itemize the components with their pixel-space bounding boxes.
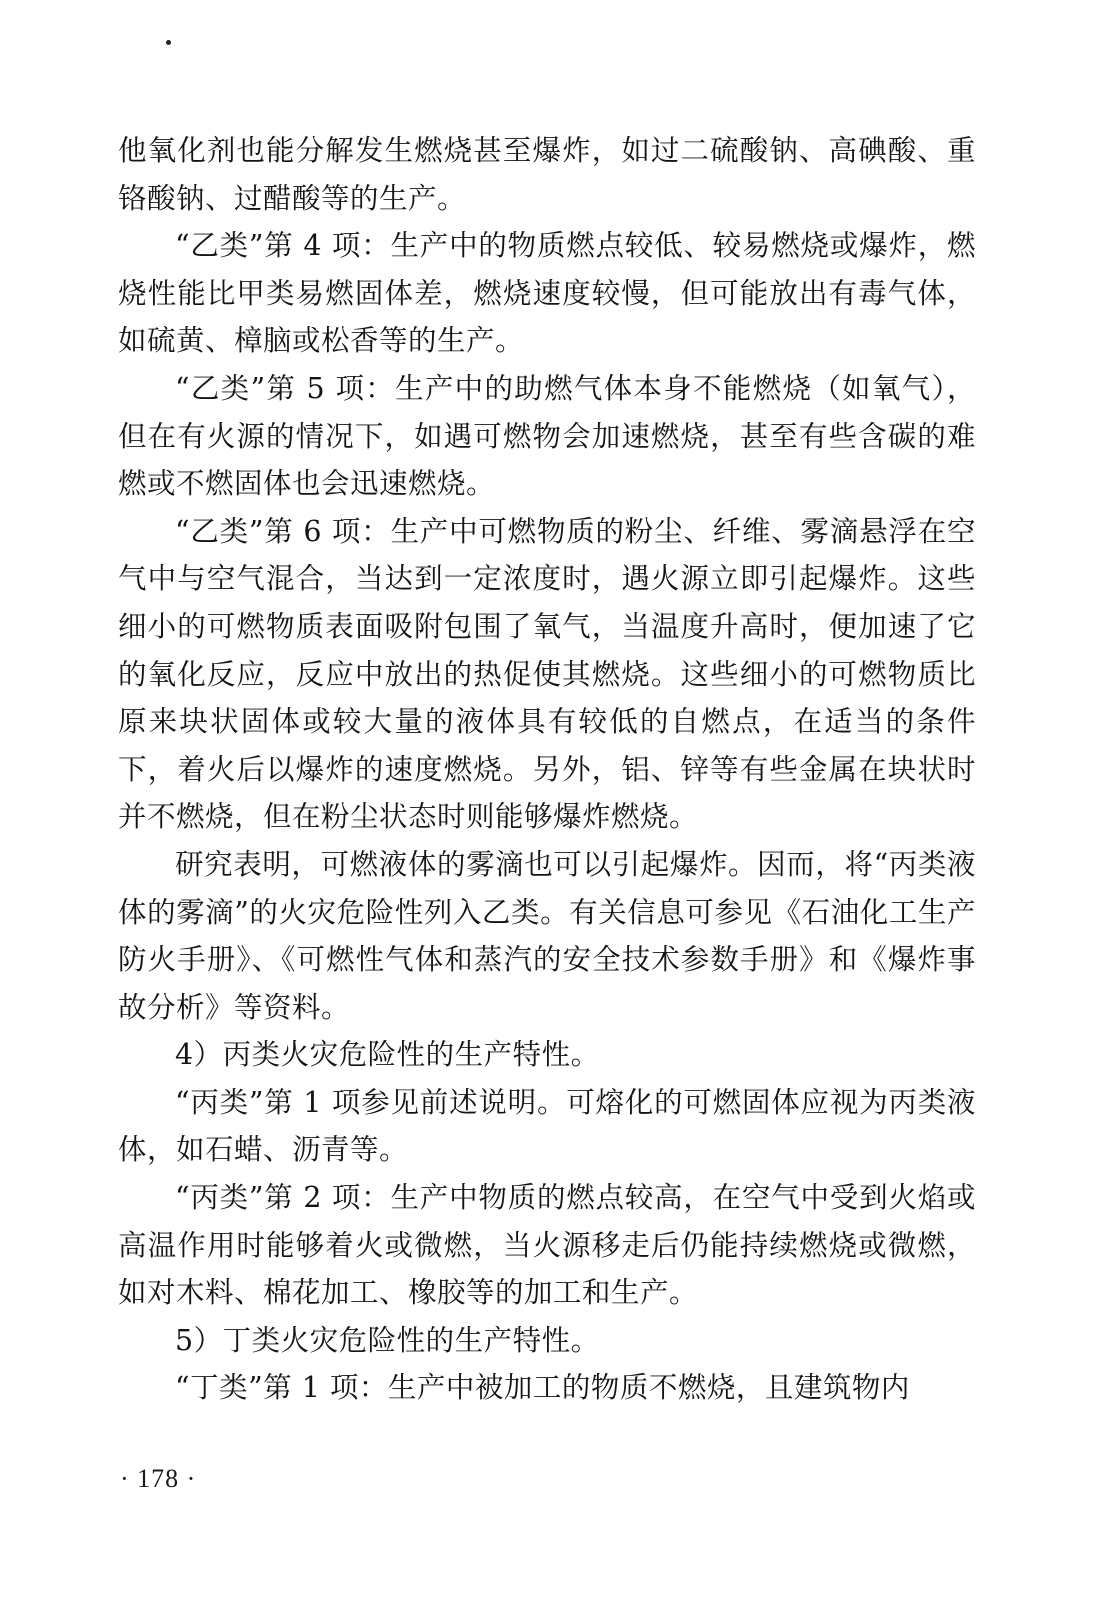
paragraph-1: 他氧化剂也能分解发生燃烧甚至爆炸，如过二硫酸钠、高碘酸、重铬酸钠、过醋酸等的生产。	[118, 134, 976, 215]
paragraph-10: “丁类”第 1 项：生产中被加工的物质不燃烧，且建筑物内	[175, 1371, 910, 1405]
paragraph-8: “丙类”第 2 项：生产中物质的燃点较高，在空气中受到火焰或高温作用时能够着火或微燃，当火源移走后仍能持续燃烧或微燃，如对木料、棉花加工、橡胶等的加工和生产。	[118, 1181, 976, 1310]
paragraph-9-heading: 5）丁类火灾危险性的生产特性。	[175, 1323, 600, 1357]
top-dot-mark	[166, 40, 171, 45]
paragraph-6-heading: 4）丙类火灾危险性的生产特性。	[175, 1038, 600, 1072]
paragraph-7: “丙类”第 1 项参见前述说明。可熔化的可燃固体应视为丙类液体，如石蜡、沥青等。	[118, 1085, 976, 1167]
page-body	[118, 127, 976, 1412]
paragraph-5: 研究表明，可燃液体的雾滴也可以引起爆炸。因而，将“丙类液体的雾滴”的火灾危险性列入乙类。有关信息可参见《石油化工生产防火手册》、《可燃性气体和蒸汽的安全技术参数手册》和《爆炸事故分析》等资料。	[118, 847, 976, 1024]
paragraph-2: “乙类”第 4 项：生产中的物质燃点较低、较易燃烧或爆炸，燃烧性能比甲类易燃固体差，燃烧速度较慢，但可能放出有毒气体，如硫黄、樟脑或松香等的生产。	[118, 229, 976, 358]
paragraph-3: “乙类”第 5 项：生产中的助燃气体本身不能燃烧（如氧气），但在有火源的情况下，如遇可燃物会加速燃烧，甚至有些含碳的难燃或不燃固体也会迅速燃烧。	[118, 371, 976, 501]
page-number: · 178 ·	[120, 1464, 197, 1493]
paragraph-4: “乙类”第 6 项：生产中可燃物质的粉尘、纤维、雾滴悬浮在空气中与空气混合，当达到一定浓度时，遇火源立即引起爆炸。这些细小的可燃物质表面吸附包围了氧气，当温度升高时，便加速了它的氧化反应，反应中放出的热促使其燃烧。这些细小的可燃物质比原来块状固体或较大量的液体具有较低的自燃点，在适当的条件下，着火后以爆炸的速度燃烧。另外，铝、锌等有些金属在块状时并不燃烧，但在粉尘状态时则能够爆炸燃烧。	[118, 514, 976, 834]
